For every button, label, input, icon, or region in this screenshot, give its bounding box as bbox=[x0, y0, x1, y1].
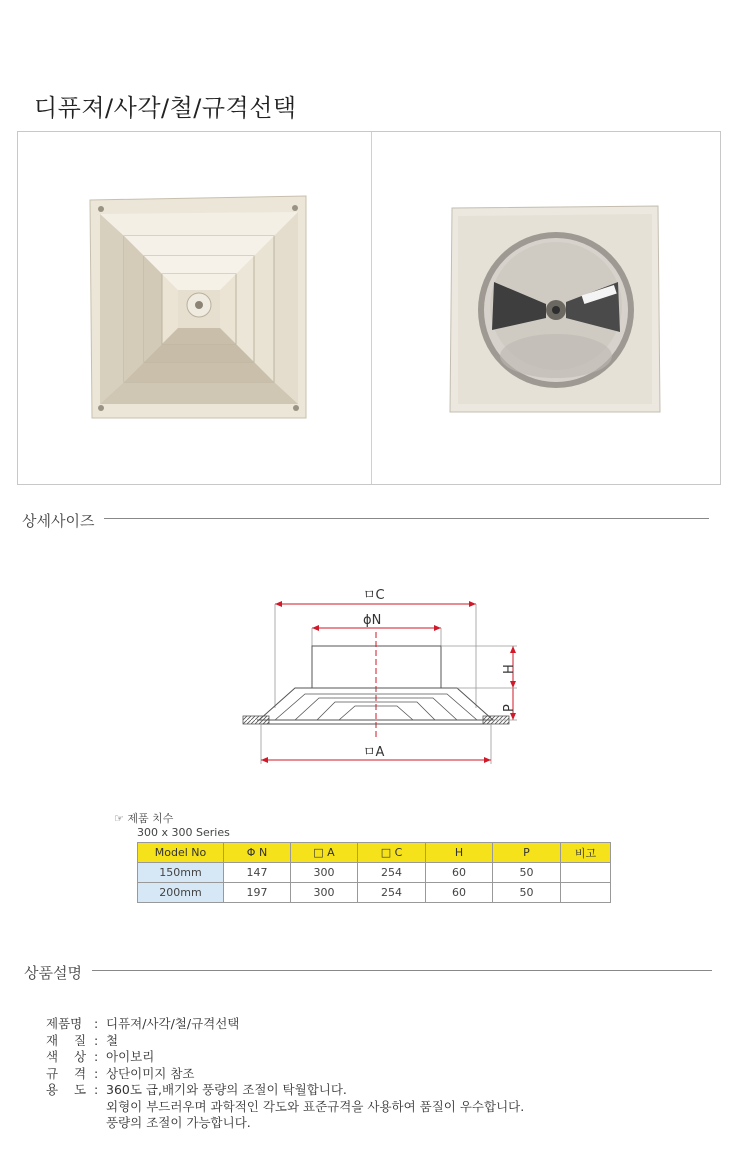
desc-row-material bbox=[46, 1033, 524, 1050]
cell-note bbox=[561, 863, 611, 883]
cell-a: 300 bbox=[291, 883, 358, 903]
cell-c: 254 bbox=[358, 883, 426, 903]
desc-value: 상단이미지 참조 bbox=[106, 1065, 195, 1081]
desc-sep-blank bbox=[94, 1099, 106, 1116]
dim-label-n: ϕN bbox=[363, 613, 382, 628]
page-title: 디퓨져/사각/철/규격선택 bbox=[34, 94, 297, 122]
cell-model: 150mm bbox=[138, 863, 224, 883]
col-header-a: □ A bbox=[291, 843, 358, 863]
desc-row-usage-3 bbox=[46, 1115, 524, 1132]
desc-key: 용 도 bbox=[46, 1082, 87, 1097]
col-header-n: Φ N bbox=[224, 843, 291, 863]
desc-key: 색 상 bbox=[46, 1049, 87, 1064]
cell-p: 50 bbox=[493, 863, 561, 883]
detail-size-divider bbox=[104, 518, 709, 519]
desc-row-name bbox=[46, 1016, 524, 1033]
cell-n: 197 bbox=[224, 883, 291, 903]
desc-sep: : bbox=[94, 1082, 99, 1097]
spec-series: 300 x 300 Series bbox=[137, 826, 230, 839]
desc-key bbox=[46, 1099, 94, 1116]
desc-key: 재 질 bbox=[46, 1032, 87, 1048]
desc-value: 외형이 부드러우며 과학적인 각도와 표준규격을 사용하여 품질이 우수합니다. bbox=[106, 1098, 525, 1114]
col-header-model: Model No bbox=[138, 843, 224, 863]
desc-sep-blank bbox=[94, 1115, 106, 1132]
desc-sep: : bbox=[94, 1016, 99, 1031]
col-header-c: □ C bbox=[358, 843, 426, 863]
desc-row-usage bbox=[46, 1082, 524, 1099]
desc-row-usage-2 bbox=[46, 1099, 524, 1116]
product-photo-panel bbox=[17, 131, 721, 485]
desc-value: 풍량의 조절이 가능합니다. bbox=[106, 1115, 251, 1130]
col-header-h: H bbox=[426, 843, 493, 863]
dim-label-c: ㅁC bbox=[363, 588, 385, 603]
desc-value: 철 bbox=[106, 1032, 119, 1048]
product-desc-divider bbox=[92, 970, 712, 971]
photo-divider bbox=[371, 132, 372, 484]
spec-label: ☞ 제품 치수 bbox=[114, 812, 174, 825]
diffuser-front-photo bbox=[88, 196, 308, 420]
table-row bbox=[138, 883, 611, 903]
desc-key: 규 격 bbox=[46, 1065, 87, 1081]
diffuser-back-photo bbox=[450, 206, 662, 414]
cell-p: 50 bbox=[493, 883, 561, 903]
desc-sep: : bbox=[94, 1065, 99, 1081]
col-header-note: 비고 bbox=[561, 843, 611, 863]
desc-value: 360도 급,배기와 풍량의 조절이 탁월합니다. bbox=[106, 1082, 347, 1097]
desc-key: 제품명 bbox=[46, 1016, 83, 1031]
dim-label-h: H bbox=[502, 664, 517, 674]
cell-n: 147 bbox=[224, 863, 291, 883]
dimension-diagram bbox=[235, 580, 515, 770]
desc-sep: : bbox=[94, 1032, 99, 1048]
desc-key bbox=[46, 1115, 94, 1132]
cell-h: 60 bbox=[426, 883, 493, 903]
cell-note bbox=[561, 883, 611, 903]
detail-size-heading: 상세사이즈 bbox=[22, 510, 100, 531]
desc-value: 아이보리 bbox=[106, 1049, 155, 1064]
col-header-p: P bbox=[493, 843, 561, 863]
cell-a: 300 bbox=[291, 863, 358, 883]
desc-sep: : bbox=[94, 1049, 99, 1064]
product-desc-heading: 상품설명 bbox=[24, 962, 88, 983]
product-description bbox=[46, 1016, 524, 1132]
cell-c: 254 bbox=[358, 863, 426, 883]
spec-header-row bbox=[138, 843, 611, 863]
table-row bbox=[138, 863, 611, 883]
cell-model: 200mm bbox=[138, 883, 224, 903]
desc-row-color bbox=[46, 1049, 524, 1066]
spec-table bbox=[137, 842, 611, 903]
dim-label-p: P bbox=[502, 704, 517, 712]
desc-value: 디퓨져/사각/철/규격선택 bbox=[106, 1016, 240, 1031]
desc-row-spec bbox=[46, 1066, 524, 1083]
cell-h: 60 bbox=[426, 863, 493, 883]
dim-label-a: ㅁA bbox=[363, 745, 385, 760]
